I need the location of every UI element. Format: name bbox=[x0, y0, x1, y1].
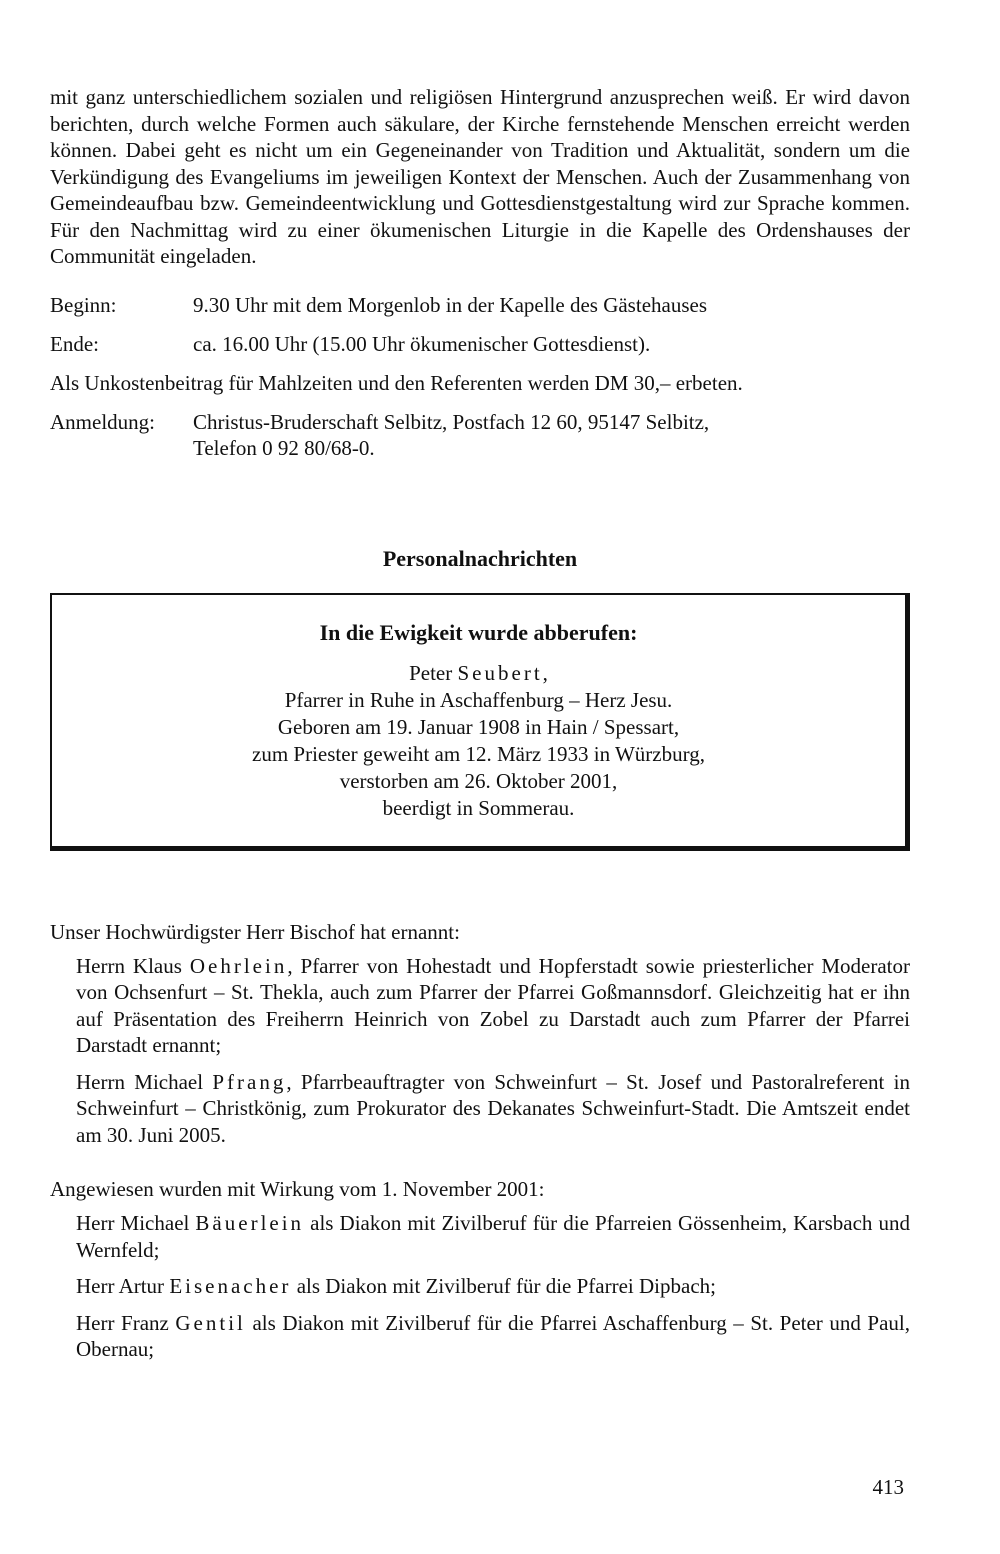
end-value: ca. 16.00 Uhr (15.00 Uhr ökumenischer Gottesdienst). bbox=[193, 331, 651, 356]
list-item: Herr Artur Eisenacher als Diakon mit Zivilberuf für die Pfarrei Dipbach; bbox=[76, 1274, 716, 1298]
event-end-row bbox=[50, 331, 910, 357]
list-item: Herr Michael Bäuerlein als Diakon mit Zivilberuf für die Pfarreien Gössenheim, Karsbach und Wernfeld; bbox=[76, 1211, 910, 1262]
registration-line-2: Telefon 0 92 80/68-0. bbox=[193, 435, 375, 460]
person-surname: Gentil bbox=[175, 1310, 246, 1335]
registration-line-1: Christus-Bruderschaft Selbitz, Postfach 12 60, 95147 Selbitz, bbox=[193, 409, 710, 434]
page-number: 413 bbox=[872, 1475, 904, 1499]
obituary-name: Peter Seubert, bbox=[409, 660, 548, 685]
section-title: Personalnachrichten bbox=[382, 545, 578, 571]
event-registration-row bbox=[50, 409, 910, 461]
obituary-line-4: zum Priester geweiht am 12. März 1933 in Würzburg, bbox=[252, 741, 705, 766]
assignments-intro: Angewiesen wurden mit Wirkung vom 1. November 2001: bbox=[50, 1177, 545, 1201]
obituary-line-2: Pfarrer in Ruhe in Aschaffenburg – Herz Jesu. bbox=[284, 687, 673, 712]
person-surname: Eisenacher bbox=[169, 1274, 292, 1298]
obituary-line-6: beerdigt in Sommerau. bbox=[382, 795, 575, 820]
begin-value: 9.30 Uhr mit dem Morgenlob in der Kapelle des Gästehauses bbox=[193, 292, 707, 317]
registration-label: Anmeldung: bbox=[50, 409, 155, 434]
appointments-list bbox=[50, 953, 910, 1149]
intro-paragraph: mit ganz unterschiedlichem sozialen und religiösen Hintergrund anzusprechen weiß. Er wird davon berichten, durch welche Formen auch säkulare, der Kirche fernstehende Menschen erreicht werden können. Dabei geht es nicht um ein Gegeneinander von Tradition und Aktualität, sondern um die Verkündigung des Evangeliums im jeweiligen Kontext der Menschen. Auch der Zusammenhang von Gemeindeaufbau bzw. Gemeindeentwicklung und Gottesdienstgestaltung wird zur Sprache kommen. Für den Nachmittag wird zu einer ökumenischen Liturgie in die Kapelle des Ordenshauses der Communität eingeladen. bbox=[50, 85, 910, 268]
end-label: Ende: bbox=[50, 331, 99, 356]
obituary-line-5: verstorben am 26. Oktober 2001, bbox=[339, 768, 618, 793]
person-surname: Oehrlein bbox=[189, 953, 288, 978]
person-surname: Bäuerlein bbox=[195, 1211, 305, 1235]
obituary-heading: In die Ewigkeit wurde abberufen: bbox=[319, 619, 638, 645]
begin-label: Beginn: bbox=[50, 292, 117, 317]
registration-value bbox=[193, 409, 709, 461]
obituary-box bbox=[50, 593, 910, 851]
obituary-line-3: Geboren am 19. Januar 1908 in Hain / Spessart, bbox=[277, 714, 680, 739]
obituary-surname: Seubert bbox=[457, 660, 543, 685]
event-details bbox=[50, 292, 910, 461]
list-item: Herrn Michael Pfrang, Pfarrbeauftragter von Schweinfurt – St. Josef und Pastoralreferent in Schweinfurt – Christkönig, zum Prokurator des Dekanates Schweinfurt-Stadt. Die Amtszeit endet am 30. Juni 2005. bbox=[76, 1069, 910, 1147]
assignments-list bbox=[50, 1210, 910, 1363]
person-surname: Pfrang bbox=[212, 1069, 287, 1094]
document-page bbox=[50, 84, 910, 1363]
list-item: Herr Franz Gentil als Diakon mit Zivilberuf für die Pfarrei Aschaffenburg – St. Peter und Paul, Obernau; bbox=[76, 1310, 910, 1361]
list-item: Herrn Klaus Oehrlein, Pfarrer von Hohestadt und Hopferstadt sowie priesterlicher Moderator von Ochsenfurt – St. Thekla, auch zum Pfarrer der Pfarrei Goßmannsdorf. Gleichzeitig hat er ihn auf Präsentation des Freiherrn Heinrich von Zobel zu Darstadt auch zum Pfarrer der Pfarrei Darstadt ernannt; bbox=[76, 953, 911, 1057]
appointments-intro: Unser Hochwürdigster Herr Bischof hat ernannt: bbox=[50, 919, 460, 944]
event-fee: Als Unkostenbeitrag für Mahlzeiten und den Referenten werden DM 30,– erbeten. bbox=[50, 370, 743, 395]
event-begin-row bbox=[50, 292, 910, 318]
